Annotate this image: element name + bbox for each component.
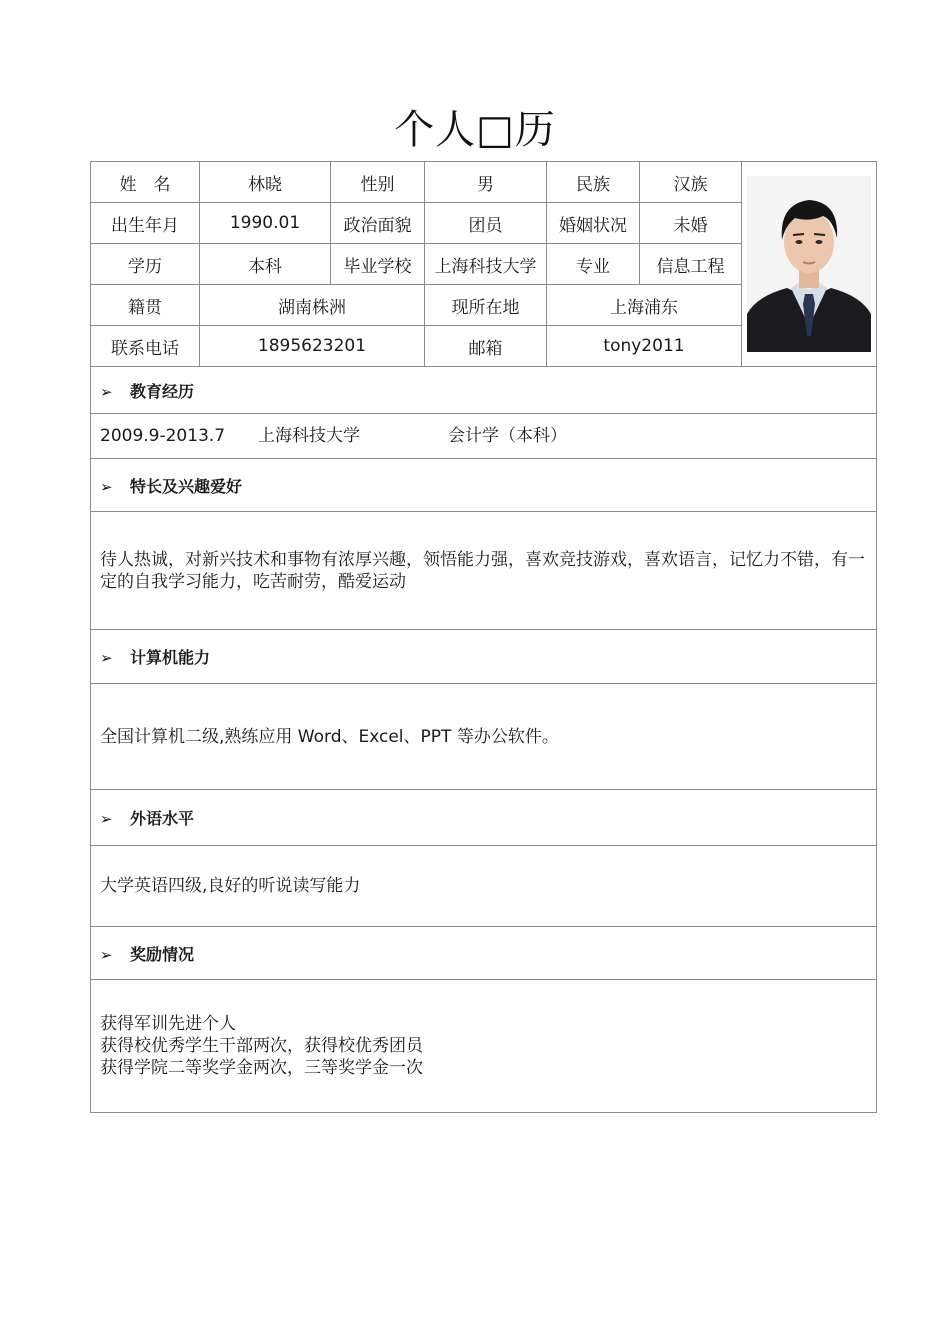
political-label: 政治面貌 <box>331 203 425 244</box>
section-title: 特长及兴趣爱好 <box>130 476 243 496</box>
location-label: 现所在地 <box>425 285 547 326</box>
school-label: 毕业学校 <box>331 244 425 285</box>
phone-label: 联系电话 <box>91 326 200 367</box>
section-title: 外语水平 <box>130 809 195 828</box>
award-line: 获得学院二等奖学金两次，三等奖学金一次 <box>100 1058 423 1078</box>
name-value: 林晓 <box>200 162 331 203</box>
section-title: 教育经历 <box>130 381 195 401</box>
major-value: 信息工程 <box>640 244 742 285</box>
section-heading-education <box>91 367 877 414</box>
language-text: 大学英语四级,良好的听说读写能力 <box>91 846 877 927</box>
origin-label: 籍贯 <box>91 285 200 326</box>
award-line: 获得校优秀学生干部两次，获得校优秀团员 <box>100 1036 423 1056</box>
profile-photo <box>747 176 871 352</box>
school-value: 上海科技大学 <box>425 244 547 285</box>
page-title: 个人□历 <box>394 107 556 153</box>
phone-value: 1895623201 <box>200 326 425 367</box>
section-heading-hobbies <box>91 459 877 512</box>
arrow-bullet-icon: ➢ <box>100 945 113 964</box>
hobbies-text: 待人热诚，对新兴技术和事物有浓厚兴趣，领悟能力强，喜欢竞技游戏，喜欢语言，记忆力不错，有一定的自我学习能力，吃苦耐劳，酷爱运动 <box>91 512 877 630</box>
education-period: 2009.9-2013.7 <box>100 426 226 446</box>
arrow-bullet-icon: ➢ <box>100 477 113 496</box>
hobbies-content <box>91 512 877 630</box>
location-value: 上海浦东 <box>547 285 742 326</box>
section-title: 奖励情况 <box>130 944 195 964</box>
birth-value: 1990.01 <box>200 203 331 244</box>
section-heading-awards <box>91 927 877 980</box>
ethnicity-label: 民族 <box>547 162 640 203</box>
computer-text: 全国计算机二级,熟练应用 Word、Excel、PPT 等办公软件。 <box>91 684 877 790</box>
email-value: tony2011 <box>547 326 742 367</box>
education-level-value: 本科 <box>200 244 331 285</box>
arrow-bullet-icon: ➢ <box>100 382 113 401</box>
awards-content <box>91 980 877 1113</box>
computer-content <box>91 684 877 790</box>
ethnicity-value: 汉族 <box>640 162 742 203</box>
birth-label: 出生年月 <box>91 203 200 244</box>
education-level-label: 学历 <box>91 244 200 285</box>
photo-cell <box>742 162 877 367</box>
marital-value: 未婚 <box>640 203 742 244</box>
email-label: 邮箱 <box>425 326 547 367</box>
education-school: 上海科技大学 <box>258 426 360 446</box>
language-content <box>91 846 877 927</box>
gender-label: 性别 <box>331 162 425 203</box>
major-label: 专业 <box>547 244 640 285</box>
education-entry <box>91 414 877 459</box>
origin-value: 湖南株洲 <box>200 285 425 326</box>
resume-table <box>90 161 877 1113</box>
award-line: 获得军训先进个人 <box>100 1014 236 1034</box>
arrow-bullet-icon: ➢ <box>100 649 113 667</box>
gender-value: 男 <box>425 162 547 203</box>
political-value: 团员 <box>425 203 547 244</box>
name-label: 姓 名 <box>91 162 200 203</box>
arrow-bullet-icon: ➢ <box>100 810 113 828</box>
marital-label: 婚姻状况 <box>547 203 640 244</box>
info-row-1 <box>91 162 877 203</box>
section-heading-language <box>91 790 877 846</box>
section-heading-computer <box>91 630 877 684</box>
education-major: 会计学（本科） <box>448 426 567 446</box>
portrait-image <box>747 176 871 352</box>
section-title: 计算机能力 <box>130 648 211 667</box>
